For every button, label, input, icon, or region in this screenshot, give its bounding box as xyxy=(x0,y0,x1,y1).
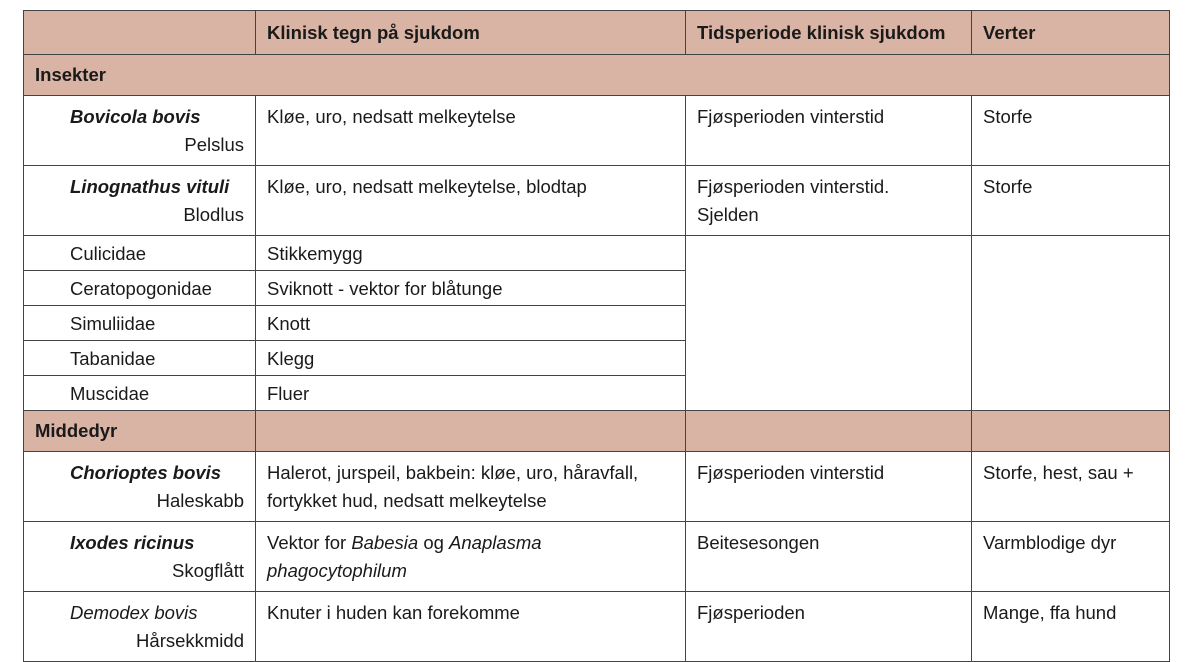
hosts-cell: Storfe, hest, sau + xyxy=(972,452,1170,522)
section-row-middedyr xyxy=(24,411,1170,452)
species-cell xyxy=(24,166,256,236)
header-clinical-signs: Klinisk tegn på sjukdom xyxy=(256,11,686,55)
signs-cell: Klegg xyxy=(256,341,686,376)
signs-text: og xyxy=(418,532,450,553)
species-name: Chorioptes bovis xyxy=(70,462,222,483)
period-cell-empty xyxy=(686,236,972,411)
signs-cell: Stikkemygg xyxy=(256,236,686,271)
signs-cell xyxy=(256,452,686,522)
section-filler xyxy=(686,411,972,452)
signs-cell: Knuter i huden kan forekomme xyxy=(256,592,686,662)
signs-line-2: fortykket hud, nedsatt melkeytelse xyxy=(267,490,547,511)
family-cell: Ceratopogonidae xyxy=(24,271,256,306)
hosts-cell: Storfe xyxy=(972,96,1170,166)
species-name: Bovicola bovis xyxy=(70,106,201,127)
hosts-cell-empty xyxy=(972,236,1170,411)
common-name: Hårsekkmidd xyxy=(136,630,244,651)
section-title-middedyr: Middedyr xyxy=(24,411,256,452)
table-row xyxy=(24,166,1170,236)
family-cell: Simuliidae xyxy=(24,306,256,341)
header-row xyxy=(24,11,1170,55)
signs-cell: Knott xyxy=(256,306,686,341)
table-row xyxy=(24,236,1170,271)
section-filler xyxy=(256,411,686,452)
hosts-cell: Varmblodige dyr xyxy=(972,522,1170,592)
hosts-cell: Storfe xyxy=(972,166,1170,236)
period-cell: Fjøsperioden vinterstid xyxy=(686,96,972,166)
section-filler xyxy=(972,411,1170,452)
species-cell xyxy=(24,592,256,662)
family-cell: Muscidae xyxy=(24,376,256,411)
section-title-insekter: Insekter xyxy=(24,55,1170,96)
common-name: Skogflått xyxy=(172,560,244,581)
common-name: Haleskabb xyxy=(156,490,244,511)
period-line-2: Sjelden xyxy=(697,204,759,225)
signs-line-1: Halerot, jurspeil, bakbein: kløe, uro, håravfall, xyxy=(267,462,639,483)
header-period: Tidsperiode klinisk sjukdom xyxy=(686,11,972,55)
babesia-name: Babesia xyxy=(351,532,419,553)
parasite-table xyxy=(23,10,1170,662)
signs-cell xyxy=(256,522,686,592)
period-line-1: Fjøsperioden vinterstid. xyxy=(697,176,890,197)
period-cell: Fjøsperioden xyxy=(686,592,972,662)
period-cell xyxy=(686,166,972,236)
signs-cell: Sviknott - vektor for blåtunge xyxy=(256,271,686,306)
section-row-insekter xyxy=(24,55,1170,96)
parasite-table-container xyxy=(23,10,1169,662)
family-cell: Tabanidae xyxy=(24,341,256,376)
signs-line-2: phagocytophilum xyxy=(267,560,407,581)
table-row xyxy=(24,452,1170,522)
table-row xyxy=(24,522,1170,592)
period-cell: Beitesesongen xyxy=(686,522,972,592)
header-species xyxy=(24,11,256,55)
signs-line-1 xyxy=(267,529,677,557)
signs-cell: Fluer xyxy=(256,376,686,411)
header-hosts: Verter xyxy=(972,11,1170,55)
species-name: Linognathus vituli xyxy=(70,176,230,197)
period-cell: Fjøsperioden vinterstid xyxy=(686,452,972,522)
signs-cell: Kløe, uro, nedsatt melkeytelse xyxy=(256,96,686,166)
table-row xyxy=(24,592,1170,662)
hosts-cell: Mange, ffa hund xyxy=(972,592,1170,662)
family-cell: Culicidae xyxy=(24,236,256,271)
anaplasma-name: Anaplasma xyxy=(449,532,542,553)
species-name: Ixodes ricinus xyxy=(70,532,195,553)
species-name: Demodex bovis xyxy=(70,602,198,623)
signs-text: Vektor for xyxy=(267,532,352,553)
table-row xyxy=(24,96,1170,166)
species-cell xyxy=(24,96,256,166)
common-name: Blodlus xyxy=(183,204,244,225)
signs-cell: Kløe, uro, nedsatt melkeytelse, blodtap xyxy=(256,166,686,236)
common-name: Pelslus xyxy=(184,134,244,155)
species-cell xyxy=(24,522,256,592)
species-cell xyxy=(24,452,256,522)
